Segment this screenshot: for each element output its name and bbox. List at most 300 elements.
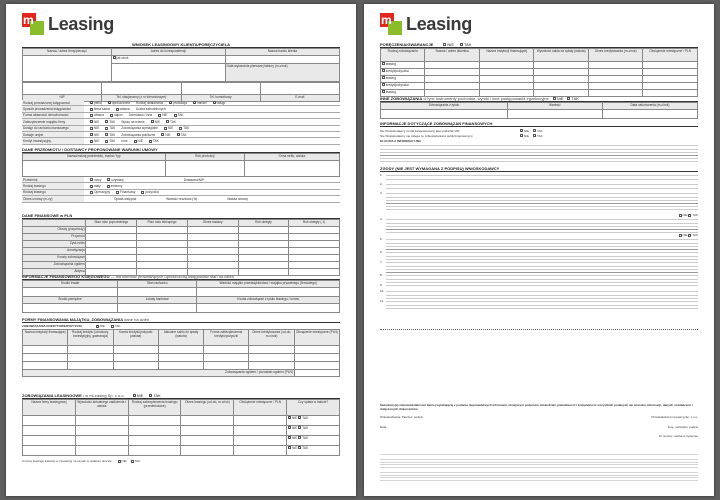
- credit-cell[interactable]: [294, 346, 339, 354]
- applicant-id-table: [22, 82, 340, 102]
- asset-name-field[interactable]: [23, 161, 166, 177]
- option-checkbox[interactable]: [107, 185, 110, 188]
- guarantee-cell[interactable]: [534, 76, 589, 83]
- financial-cell[interactable]: [289, 227, 340, 234]
- applicant-title: WNIOSEK LEASINGOWY KLIENTA/PORĘCZYCIELA: [22, 42, 340, 48]
- guarantee-cell[interactable]: [425, 62, 480, 69]
- financial-cell[interactable]: [187, 241, 238, 248]
- option-checkbox[interactable]: [105, 120, 108, 123]
- lease-cell[interactable]: [234, 436, 287, 446]
- consent-item: [380, 191, 698, 213]
- accounting-cell[interactable]: [118, 304, 197, 313]
- other-yes-checkbox[interactable]: [567, 97, 570, 100]
- header-obligation-source: Zobowiązania z tytułu: [381, 103, 508, 110]
- invoice-date-field[interactable]: Data wykonania pierwszej faktury (m-c/rok): [225, 64, 339, 82]
- option-label: produkcja: [173, 100, 188, 105]
- financial-cell[interactable]: [187, 227, 238, 234]
- financial-row-label: Obroty (przychody): [23, 227, 86, 234]
- recent-no-checkbox[interactable]: [118, 460, 121, 463]
- lease-cell[interactable]: [234, 416, 287, 426]
- guarantees-yes-checkbox[interactable]: [460, 43, 463, 46]
- financial-cell[interactable]: [187, 255, 238, 262]
- financial-cell[interactable]: [289, 234, 340, 241]
- credit-cell[interactable]: [113, 362, 158, 370]
- lease-cell[interactable]: [128, 436, 181, 446]
- leases-table: [22, 399, 340, 456]
- recent-yes-checkbox[interactable]: [131, 460, 134, 463]
- financial-cell[interactable]: [187, 234, 238, 241]
- guarantee-cell[interactable]: [534, 62, 589, 69]
- option-checkbox[interactable]: [90, 101, 93, 104]
- header-monthly: Obciążenie miesięczne (PLN): [294, 330, 339, 346]
- credit-cell[interactable]: [158, 362, 203, 370]
- accounting-cell[interactable]: [23, 288, 118, 297]
- recent-yes-label: TAK: [134, 459, 141, 463]
- credit-cell[interactable]: [68, 346, 113, 354]
- financial-cell[interactable]: [137, 248, 188, 255]
- lease-cell[interactable]: [181, 426, 234, 436]
- header-assets-value: Wartość majątku przedsiębiorstwa / majątku prywatnego (firmowego): [197, 281, 340, 288]
- option-checkbox[interactable]: [107, 178, 110, 181]
- credits-no-checkbox[interactable]: [96, 325, 99, 328]
- page-2: [364, 4, 714, 496]
- option-checkbox[interactable]: [141, 191, 144, 194]
- credit-cell[interactable]: [294, 354, 339, 362]
- ongoing-no-checkbox[interactable]: [288, 446, 291, 449]
- ongoing-yes-checkbox[interactable]: [298, 416, 301, 419]
- same-address-label: jak obok: [116, 56, 129, 61]
- header-collateral: Forma zabezpieczenia kredytu/pożyczki: [204, 330, 249, 346]
- header-monthly: Obciążenie miesięczne / PLN: [643, 49, 698, 62]
- ongoing-no-label: NIE: [291, 426, 298, 431]
- guarantee-type-cell[interactable]: [381, 62, 425, 69]
- option-label: Wpisy na mienie: [121, 119, 145, 124]
- consent-number: 4.: [380, 217, 383, 221]
- type-label: leasing: [385, 76, 396, 81]
- header-lease-period: Okres leasingu (od-do, m-c/rok): [181, 400, 234, 416]
- leases-yes-checkbox[interactable]: [149, 394, 152, 397]
- address-checkbox-cell[interactable]: [111, 56, 225, 64]
- credit-cell[interactable]: [158, 354, 203, 362]
- lease-cell[interactable]: [234, 426, 287, 436]
- credits-total-field[interactable]: [294, 370, 339, 377]
- header-last-year-1: Rok ubiegły (-1): [289, 220, 340, 227]
- tax-q2: [380, 133, 698, 138]
- lease-cell[interactable]: [23, 416, 76, 426]
- type-checkbox[interactable]: [382, 76, 385, 79]
- consent-number: 2.: [380, 182, 383, 186]
- guarantee-cell[interactable]: [643, 62, 698, 69]
- financial-cell[interactable]: [137, 234, 188, 241]
- option-checkbox[interactable]: [110, 114, 113, 117]
- accounting-cell[interactable]: [23, 304, 118, 313]
- header-plan: Plan roku bieżącego: [137, 220, 188, 227]
- date-label: Data: [380, 424, 387, 429]
- option-checkbox[interactable]: [151, 120, 154, 123]
- guarantees-yes-label: TAK: [464, 41, 472, 47]
- lease-cell[interactable]: [234, 446, 287, 456]
- footnotes: [380, 452, 698, 482]
- consent-item: [380, 217, 698, 233]
- ongoing-no-label: NIE: [291, 436, 298, 441]
- lease-cell[interactable]: [75, 446, 128, 456]
- tax-q2-yes-checkbox[interactable]: [533, 134, 536, 137]
- other-cell[interactable]: [602, 110, 697, 119]
- option-checkbox[interactable]: [161, 133, 164, 136]
- leases-no-checkbox[interactable]: [133, 394, 136, 397]
- lease-cell[interactable]: [128, 446, 181, 456]
- financial-cell[interactable]: [86, 234, 137, 241]
- company-field[interactable]: [23, 56, 112, 82]
- option-label: NIE: [165, 132, 171, 137]
- leases-footer: [22, 459, 340, 463]
- consent-number: 3.: [380, 191, 383, 195]
- tax-q2-yes-label: TAK: [537, 133, 543, 138]
- other-cell[interactable]: [381, 110, 508, 119]
- credits-title-text: FORMY FINANSOWANIA MAJĄTKU, ZOBOWIĄZANIA: [22, 317, 123, 322]
- guarantees-section: [380, 42, 698, 97]
- nip-field[interactable]: [23, 83, 102, 95]
- credits-total-label: Zobowiązania ogółem / pozostało ogółem (PLN): [23, 370, 295, 377]
- ongoing-yes-checkbox[interactable]: [298, 426, 301, 429]
- financial-cell[interactable]: [289, 262, 340, 269]
- guarantee-cell[interactable]: [588, 62, 643, 69]
- option-checkbox[interactable]: [158, 114, 161, 117]
- guarantee-cell[interactable]: [534, 83, 589, 90]
- option-label: TAK: [170, 119, 176, 124]
- guarantee-cell[interactable]: [425, 69, 480, 76]
- clause-text: [380, 143, 698, 163]
- tax-q1-label: Nie Wnioskodawcy został zarejestrowany jako podatnik VAT: [380, 128, 460, 133]
- header-period: Okres kredytowania (m-c/rok): [588, 49, 643, 62]
- ongoing-yes-checkbox[interactable]: [298, 446, 301, 449]
- guarantee-cell[interactable]: [479, 62, 534, 69]
- financial-cell[interactable]: [187, 262, 238, 269]
- mobile-field[interactable]: [181, 83, 260, 95]
- ongoing-yes-label: TAK: [302, 416, 309, 421]
- credit-cell[interactable]: [68, 354, 113, 362]
- header-empty: [23, 220, 86, 227]
- financial-cell[interactable]: [137, 241, 188, 248]
- option-checkbox[interactable]: [166, 120, 169, 123]
- lease-cell[interactable]: [75, 426, 128, 436]
- ongoing-yes-checkbox[interactable]: [298, 436, 301, 439]
- financial-cell[interactable]: [187, 248, 238, 255]
- tax-q1-yes-checkbox[interactable]: [533, 129, 536, 132]
- financial-row-label: Amortyzacja: [23, 248, 86, 255]
- guarantee-cell[interactable]: [479, 69, 534, 76]
- guarantee-type-cell[interactable]: [381, 83, 425, 90]
- type-checkbox[interactable]: [382, 62, 385, 65]
- credit-cell[interactable]: [23, 362, 68, 370]
- guarantee-type-cell[interactable]: [381, 76, 425, 83]
- financial-cell[interactable]: [137, 255, 188, 262]
- credits-yes-checkbox[interactable]: [111, 325, 114, 328]
- asset-year-field[interactable]: [165, 161, 244, 177]
- guarantee-cell[interactable]: [425, 76, 480, 83]
- guarantee-cell[interactable]: [643, 69, 698, 76]
- header-lease-amount: Kwota zobowiązań z tytułu leasingu / umów: [197, 297, 340, 304]
- financial-cell[interactable]: [86, 241, 137, 248]
- lease-cell[interactable]: [181, 416, 234, 426]
- option-label: własna: [119, 107, 130, 112]
- activity-label: Rodzaj prowadzonej księgowości: [22, 100, 84, 105]
- guarantee-cell[interactable]: [588, 83, 643, 90]
- option-checkbox[interactable]: [105, 127, 108, 130]
- option-label: TAK: [180, 132, 187, 137]
- option-label: Liczba zatrudnionych: [135, 107, 166, 112]
- option-checkbox[interactable]: [193, 101, 196, 104]
- guarantees-no-checkbox[interactable]: [443, 43, 446, 46]
- guarantee-cell[interactable]: [588, 76, 643, 83]
- consent-number: 6.: [380, 250, 383, 254]
- activity-section: [22, 100, 340, 145]
- header-period: Okres badany: [187, 220, 238, 227]
- accounting-cell[interactable]: [197, 304, 340, 313]
- type-checkbox[interactable]: [382, 69, 385, 72]
- contract-number-label: Nr umowy, nazwa w systemie: [658, 433, 698, 438]
- other-yes-label: TAK: [571, 95, 579, 101]
- option-label: najem: [113, 113, 123, 118]
- financial-cell[interactable]: [86, 248, 137, 255]
- leases-note: / w mLeasing Sp. z o.o.: [82, 392, 125, 398]
- financial-cell[interactable]: [137, 262, 188, 269]
- option-checkbox[interactable]: [134, 140, 137, 143]
- lease-ongoing-cell[interactable]: [287, 416, 340, 426]
- type-checkbox[interactable]: [382, 83, 385, 86]
- type-label: kredyt/pożyczka: [385, 69, 409, 74]
- guarantee-cell[interactable]: [479, 76, 534, 83]
- credit-cell[interactable]: [249, 354, 294, 362]
- guarantees-no-label: NIE: [447, 41, 455, 47]
- credit-cell[interactable]: [113, 346, 158, 354]
- financial-cell[interactable]: [238, 262, 289, 269]
- option-label: Dostawca/NIP: [183, 177, 205, 182]
- option-checkbox[interactable]: [90, 133, 93, 136]
- guarantee-cell[interactable]: [534, 69, 589, 76]
- credit-cell[interactable]: [204, 354, 249, 362]
- guarantee-cell[interactable]: [588, 69, 643, 76]
- ongoing-no-checkbox[interactable]: [288, 416, 291, 419]
- ongoing-no-checkbox[interactable]: [288, 426, 291, 429]
- credit-cell[interactable]: [23, 354, 68, 362]
- address-field[interactable]: [111, 64, 225, 82]
- header-bank: Nazwa banku klienta: [225, 49, 339, 56]
- financial-cell[interactable]: [86, 227, 137, 234]
- declaration-text: Świadomy(a) odpowiedzialności karnej wynikającej z podania nieprawdziwych informacji, niniejszym podpisem stwierdzam prawdziwość i kompletność wszystkich podanych we wniosku informacji, danych oświadczeń i dołączonych dokumentów.: [380, 403, 693, 411]
- financial-cell[interactable]: [137, 227, 188, 234]
- credits-no-label: NIE: [99, 324, 105, 328]
- credit-cell[interactable]: [249, 362, 294, 370]
- declaration-fields-1: [380, 415, 698, 419]
- lease-cell[interactable]: [23, 436, 76, 446]
- option-label: TAK: [177, 113, 184, 118]
- lease-cell[interactable]: [75, 416, 128, 426]
- option-checkbox[interactable]: [90, 127, 93, 130]
- consent-item: [380, 299, 698, 309]
- header-balance: Aktualne saldo do spłaty (waluta): [158, 330, 203, 346]
- email-field[interactable]: [260, 83, 339, 95]
- header-credit-period: Okres kredytowania (od-do, m-c/rok): [249, 330, 294, 346]
- other-no-checkbox[interactable]: [553, 97, 556, 100]
- header-obligation-type: Rodzaj zobowiązania: [381, 49, 425, 62]
- activity-label: Sposób prowadzenia księgowości: [22, 106, 84, 111]
- option-checkbox[interactable]: [90, 114, 93, 117]
- option-label: NIE: [94, 139, 100, 144]
- consent-yes-label: TAK: [692, 213, 698, 217]
- type-label: leasing: [385, 62, 396, 67]
- credit-cell[interactable]: [68, 362, 113, 370]
- mleasing-logo-icon: m: [22, 13, 44, 35]
- activity-row-6: [22, 138, 340, 144]
- other-cell[interactable]: [507, 110, 602, 119]
- option-label: TAK: [109, 119, 116, 124]
- consent-number: 5.: [380, 237, 383, 241]
- financial-cell[interactable]: [289, 241, 340, 248]
- financial-cell[interactable]: [86, 262, 137, 269]
- other-table: [380, 102, 698, 119]
- lease-cell[interactable]: [128, 416, 181, 426]
- lease-ongoing-cell[interactable]: [287, 446, 340, 456]
- option-checkbox[interactable]: [116, 108, 119, 111]
- lease-cell[interactable]: [181, 436, 234, 446]
- option-checkbox[interactable]: [174, 114, 177, 117]
- tax-q2-no-checkbox[interactable]: [520, 134, 523, 137]
- asset-title: DANE PRZEDMIOTU / DOSTAWCY PROPONOWANE WARUNKI UMOWY: [22, 147, 340, 153]
- consent-number: 8.: [380, 273, 383, 277]
- header-end-date: Data zakończenia (m-c/rok): [602, 103, 697, 110]
- guarantee-cell[interactable]: [643, 76, 698, 83]
- option-checkbox[interactable]: [116, 191, 119, 194]
- tax-q1-no-checkbox[interactable]: [520, 129, 523, 132]
- option-checkbox[interactable]: [105, 140, 108, 143]
- credit-cell[interactable]: [23, 346, 68, 354]
- consent-item: [380, 237, 698, 250]
- guarantee-cell[interactable]: [643, 83, 698, 90]
- credit-cell[interactable]: [249, 346, 294, 354]
- option-checkbox[interactable]: [90, 185, 93, 188]
- option-checkbox[interactable]: [179, 127, 182, 130]
- credits-subtitle: ZOBOWIĄZANIA KREDYTOWE/POŻYCZKI: [22, 324, 82, 328]
- header-asset-year: Rok produkcji: [165, 154, 244, 161]
- guarantee-cell[interactable]: [479, 83, 534, 90]
- header-institution: Nazwa instytucji finansującej: [23, 330, 68, 346]
- option-checkbox[interactable]: [164, 127, 167, 130]
- financial-cell[interactable]: [238, 248, 289, 255]
- consent-item: [380, 260, 698, 273]
- guarantee-type-cell[interactable]: [381, 69, 425, 76]
- tax-q1-no-label: NIE: [524, 128, 530, 133]
- financial-cell[interactable]: [238, 234, 289, 241]
- header-financer: Nazwa instytucji finansującej: [479, 49, 534, 62]
- credit-cell[interactable]: [158, 346, 203, 354]
- credit-cell[interactable]: [294, 362, 339, 370]
- header-account: Stan rachunku: [118, 281, 197, 288]
- financial-cell[interactable]: [238, 241, 289, 248]
- option-label: Zobowiązania wymagalne: [121, 126, 158, 131]
- option-label: TAK: [109, 132, 116, 137]
- applicant-signature-label: Wnioskodawca: Pieczęć, podpis: [380, 414, 423, 419]
- option-checkbox[interactable]: [90, 178, 93, 181]
- brand-logo: [380, 13, 472, 35]
- option-checkbox[interactable]: [105, 133, 108, 136]
- financial-cell[interactable]: [86, 255, 137, 262]
- option-checkbox[interactable]: [177, 133, 180, 136]
- bank-field[interactable]: [225, 56, 339, 64]
- credit-cell[interactable]: [204, 362, 249, 370]
- financial-cell[interactable]: [289, 248, 340, 255]
- header-address: Adres do korespondencji: [111, 49, 225, 56]
- asset-price-field[interactable]: [244, 161, 339, 177]
- ongoing-no-label: NIE: [291, 416, 298, 421]
- ongoing-no-checkbox[interactable]: [288, 436, 291, 439]
- same-address-checkbox[interactable]: [113, 56, 116, 59]
- tax-section: [380, 121, 698, 163]
- financial-cell[interactable]: [238, 255, 289, 262]
- lease-ongoing-cell[interactable]: [287, 436, 340, 446]
- option-label: firma sama: [94, 107, 110, 112]
- leases-no-label: NIE: [136, 392, 144, 398]
- option-label: nowy: [94, 177, 102, 182]
- accounting-section: [22, 274, 340, 313]
- leases-yes-label: TAK: [153, 392, 161, 398]
- option-label: TAK: [183, 126, 190, 131]
- credit-cell[interactable]: [204, 346, 249, 354]
- lease-cell[interactable]: [181, 446, 234, 456]
- phone-field[interactable]: [102, 83, 181, 95]
- header-lease-ongoing: Czy spłata w trakcie?: [287, 400, 340, 416]
- option-label: Zobowiązania publiczne: [121, 132, 156, 137]
- leases-title-text: ZOBOWIĄZANIA LEASINGOWE: [22, 392, 82, 398]
- email-label: E-mail: [260, 95, 339, 102]
- asset-label: Przedmiot: [22, 177, 84, 182]
- accounting-cell[interactable]: [118, 288, 197, 297]
- asset-row-3: [22, 196, 340, 202]
- declaration-fields-2: [380, 425, 698, 429]
- option-checkbox[interactable]: [169, 101, 172, 104]
- accounting-cell[interactable]: [197, 288, 340, 297]
- type-checkbox[interactable]: [382, 90, 385, 93]
- financial-cell[interactable]: [289, 255, 340, 262]
- option-checkbox[interactable]: [90, 120, 93, 123]
- lease-cell[interactable]: [23, 426, 76, 436]
- option-label: Rodzaj działalności: [135, 100, 164, 105]
- option-label: używany: [111, 177, 124, 182]
- financial-cell[interactable]: [238, 227, 289, 234]
- option-checkbox[interactable]: [213, 101, 216, 104]
- option-checkbox[interactable]: [90, 191, 93, 194]
- lease-cell[interactable]: [75, 436, 128, 446]
- option-label: NIE: [94, 132, 100, 137]
- credit-cell[interactable]: [113, 354, 158, 362]
- guarantee-cell[interactable]: [425, 83, 480, 90]
- lease-cell[interactable]: [128, 426, 181, 436]
- header-credit-amount: Kwota kredytu/pożyczki (waluta): [113, 330, 158, 346]
- consent-item: [380, 289, 698, 299]
- lease-ongoing-cell[interactable]: [287, 426, 340, 436]
- header-prev-year: Stan roku poprzedniego: [86, 220, 137, 227]
- activity-label: Dotacje unijne: [22, 132, 84, 137]
- credits-note: dane na dzień: [124, 317, 150, 322]
- lease-cell[interactable]: [23, 446, 76, 456]
- option-checkbox[interactable]: [90, 108, 93, 111]
- header-company: Nazwa / adres firmy/pieczęć: [23, 49, 112, 56]
- accounting-table: [22, 280, 340, 313]
- option-checkbox[interactable]: [90, 140, 93, 143]
- option-checkbox[interactable]: [108, 101, 111, 104]
- applicant-table: [22, 48, 340, 82]
- option-checkbox[interactable]: [149, 140, 152, 143]
